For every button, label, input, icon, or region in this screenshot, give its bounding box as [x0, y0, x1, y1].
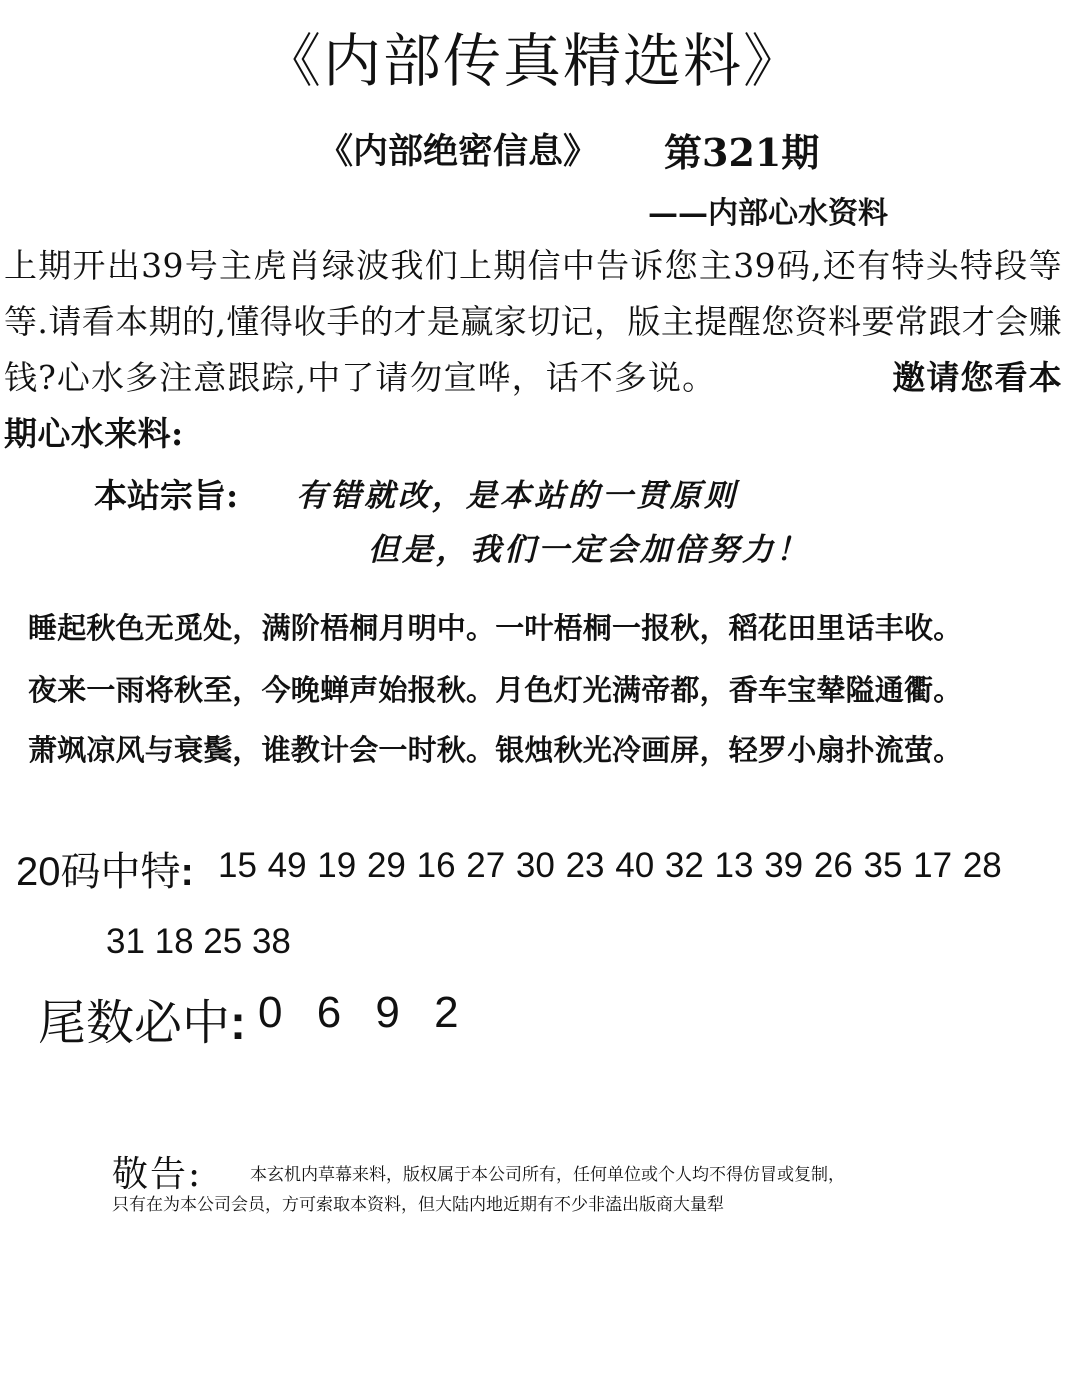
special-label-text: 码中特 [60, 849, 181, 895]
special-numbers-line-1: 15 49 19 29 16 27 30 23 40 32 13 39 26 35 17 28 [218, 846, 1002, 885]
tail-label [38, 984, 246, 1053]
invite-text: 邀请您看本期心水来料: [4, 358, 1063, 453]
tail-label-text: 尾数必中 [38, 995, 231, 1051]
issue-number: 第321期 [664, 130, 820, 175]
page-title: 《内部传真精选料》 [262, 27, 803, 95]
poem-line: 睡起秋色无觅处，满阶梧桐月明中。一叶梧桐一报秋，稻花田里话丰收。 [28, 611, 963, 645]
poem-line: 萧飒凉风与衰鬓，谁教计会一时秋。银烛秋光冷画屏，轻罗小扇扑流萤。 [28, 733, 963, 767]
tail-label-colon: : [230, 997, 246, 1050]
subtitle: 《内部绝密信息》 [318, 131, 599, 172]
special-numbers-line-2: 31 18 25 38 [106, 922, 291, 961]
motto-line-1: 有错就改，是本站的一贯原则 [296, 478, 738, 514]
notice-line-1: 本玄机内草幕来料，版权属于本公司所有，任何单位或个人均不得仿冒或复制， [250, 1165, 845, 1185]
notice-label: 敬告: [112, 1154, 203, 1195]
intro-text: 上期开出39号主虎肖绿波我们上期信中告诉您主39码,还有特头特段等等.请看本期的,懂得收手的才是赢家切记，版主提醒您资料要常跟才会赚钱?心水多注意跟踪,中了请勿宣哗，话不多说。 [4, 246, 1062, 397]
intro-paragraph [4, 238, 1062, 462]
motto-label: 本站宗旨: [94, 476, 239, 515]
poem-line: 夜来一雨将秋至，今晚蝉声始报秋。月色灯光满帝都，香车宝辇隘通衢。 [28, 673, 963, 707]
special-label-number: 20 [16, 850, 61, 894]
tail-numbers: 0 6 9 2 [258, 988, 459, 1037]
special-label-colon: : [180, 850, 194, 894]
special-label [16, 840, 194, 897]
source-note: ——内部心水资料 [648, 196, 888, 231]
notice-line-2: 只有在为本公司会员，方可索取本资料，但大陆内地近期有不少非溘出版商大量犁 [112, 1195, 724, 1215]
motto-line-2: 但是，我们一定会加倍努力！ [368, 532, 810, 568]
